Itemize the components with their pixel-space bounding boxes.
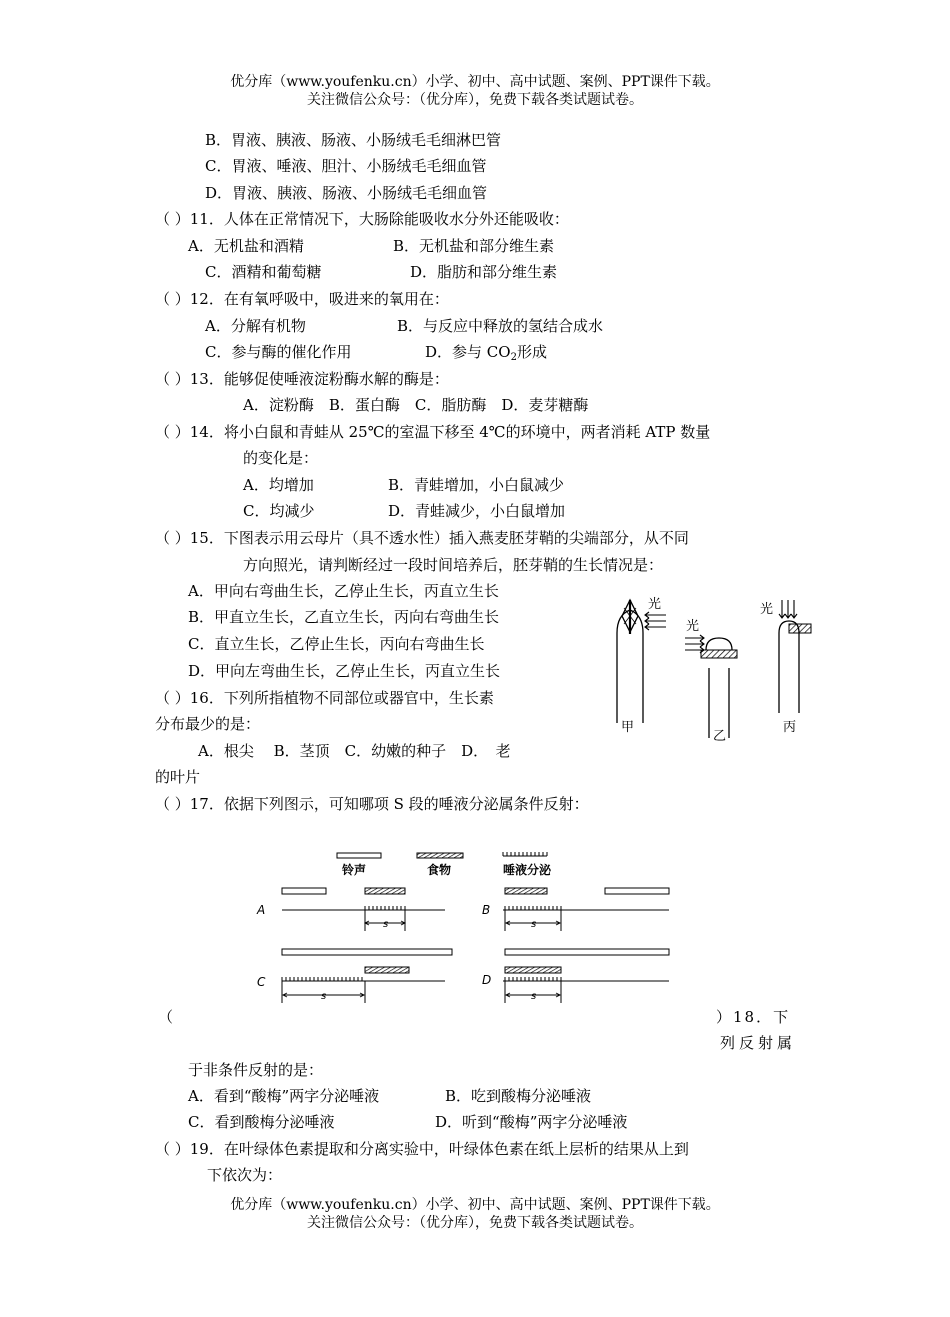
q18-stem-cont: 列反射属: [720, 1034, 797, 1052]
q14-stem-cont: 的变化是：: [243, 449, 319, 467]
q18-paren: （: [158, 1008, 174, 1026]
coleoptile-jia: [617, 600, 643, 723]
light-label-jia: 光: [648, 597, 662, 612]
s-label-a: s: [383, 919, 389, 930]
q18-option-c: C．看到酸梅分泌唾液: [188, 1113, 335, 1131]
light-arrows-jia: [645, 612, 666, 630]
light-label-yi: 光: [686, 619, 700, 634]
q19-stem: （ ）19．在叶绿体色素提取和分离实验中，叶绿体色素在纸上层析的结果从上到: [155, 1140, 689, 1158]
q16-stem: （ ）16．下列所指植物不同部位或器官中，生长素: [155, 689, 494, 707]
q14-option-b: B．青蛙增加，小白鼠减少: [388, 476, 565, 494]
q12-option-d-post: 形成: [516, 343, 547, 361]
q11-option-d: D．脂肪和部分维生素: [410, 263, 558, 281]
panel-label-c: C: [257, 975, 266, 989]
q11-stem: （ ）11．人体在正常情况下，大肠除能吸收水分外还能吸收：: [155, 210, 569, 228]
s-label-d: s: [531, 991, 537, 1002]
q13-options: A．淀粉酶 B．蛋白酶 C．脂肪酶 D．麦芽糖酶: [243, 396, 589, 414]
q18-stem-cont2: 于非条件反射的是：: [188, 1061, 324, 1079]
legend-saliva-label: 唾液分泌: [503, 863, 552, 877]
q10-option-d: D．胃液、胰液、肠液、小肠绒毛毛细血管: [205, 184, 488, 202]
legend-bell-label: 铃声: [342, 863, 367, 877]
legend-saliva-bar: [503, 852, 547, 856]
q17-reflex-figure: [245, 843, 685, 1008]
legend-bell-bar: [337, 853, 381, 858]
panel-d: [503, 949, 669, 1003]
panel-label-b: B: [482, 903, 491, 917]
q18-option-a: A．看到“酸梅”两字分泌唾液: [188, 1087, 380, 1105]
q11-option-b: B．无机盐和部分维生素: [393, 237, 555, 255]
panel-c: [282, 949, 452, 1003]
q11-option-a: A．无机盐和酒精: [188, 237, 304, 255]
q14-option-d: D．青蛙减少，小白鼠增加: [388, 502, 566, 520]
q19-stem-cont: 下依次为：: [207, 1166, 283, 1184]
s-label-c: s: [321, 991, 327, 1002]
figure-label-jia: 甲: [621, 720, 635, 735]
s-label-b: s: [531, 919, 537, 930]
q17-stem: （ ）17．依据下列图示，可知哪项 S 段的唾液分泌属条件反射：: [155, 795, 589, 813]
q15-stem: （ ）15．下图表示用云母片（具不透水性）插入燕麦胚芽鞘的尖端部分，从不同: [155, 529, 689, 547]
q12-stem: （ ）12．在有氧呼吸中，吸进来的氧用在：: [155, 290, 449, 308]
figure-label-bing: 丙: [783, 720, 797, 735]
q16-options-tail: 的叶片: [155, 768, 201, 786]
coleoptile-bing: [779, 621, 811, 713]
panel-b: [503, 888, 669, 931]
q13-stem: （ ）13．能够促使唾液淀粉酶水解的酶是：: [155, 370, 449, 388]
q12-option-d-pre: D．参与 CO: [425, 343, 511, 361]
q14-option-a: A．均增加: [243, 476, 314, 494]
q18-stem: ）18．下: [716, 1008, 791, 1026]
q11-option-c: C．酒精和葡萄糖: [205, 263, 322, 281]
q18-option-d: D．听到“酸梅”两字分泌唾液: [435, 1113, 628, 1131]
panel-a: [282, 888, 445, 931]
q10-option-b: B．胃液、胰液、肠液、小肠绒毛毛细淋巴管: [205, 131, 502, 149]
panel-label-a: A: [257, 903, 266, 917]
q12-option-b: B．与反应中释放的氢结合成水: [397, 317, 604, 335]
light-arrows-bing: [779, 600, 797, 618]
q18-option-b: B．吃到酸梅分泌唾液: [445, 1087, 592, 1105]
q14-stem: （ ）14．将小白鼠和青蛙从 25℃的室温下移至 4℃的环境中，两者消耗 ATP 数量: [155, 423, 711, 441]
q12-option-c: C．参与酶的催化作用: [205, 343, 352, 361]
q15-coleoptile-figure: [600, 588, 825, 743]
light-arrows-yi: [685, 635, 704, 653]
q10-option-c: C．胃液、唾液、胆汁、小肠绒毛毛细血管: [205, 157, 487, 175]
panel-label-d: D: [482, 973, 492, 987]
light-label-bing: 光: [760, 602, 774, 617]
q15-option-c: C．直立生长，乙停止生长，丙向右弯曲生长: [188, 635, 485, 653]
q16-stem-cont: 分布最少的是：: [155, 715, 261, 733]
q15-option-b: B．甲直立生长，乙直立生长，丙向右弯曲生长: [188, 608, 500, 626]
q12-option-d-sub: 2: [510, 352, 517, 363]
q16-options: A．根尖 B．茎顶 C．幼嫩的种子 D． 老: [198, 742, 511, 760]
header-line-1: 优分库（www.youfenku.cn）小学、初中、高中试题、案例、PPT课件下载。: [230, 74, 720, 90]
legend-food-bar: [417, 853, 463, 858]
header-line-2: 关注微信公众号：（优分库），免费下载各类试题试卷。: [307, 92, 643, 108]
footer-line-1: 优分库（www.youfenku.cn）小学、初中、高中试题、案例、PPT课件下载。: [230, 1197, 720, 1213]
q14-option-c: C．均减少: [243, 502, 315, 520]
figure-label-yi: 乙: [713, 729, 727, 743]
legend-food-label: 食物: [427, 863, 452, 877]
q12-option-d: [425, 343, 547, 367]
q15-stem-cont: 方向照光，请判断经过一段时间培养后，胚芽鞘的生长情况是：: [243, 556, 664, 574]
footer-line-2: 关注微信公众号：（优分库），免费下载各类试题试卷。: [307, 1215, 643, 1231]
q12-option-a: A．分解有机物: [205, 317, 306, 335]
q15-option-d: D．甲向左弯曲生长，乙停止生长，丙直立生长: [188, 662, 501, 680]
coleoptile-yi: [701, 638, 737, 738]
q15-option-a: A．甲向右弯曲生长，乙停止生长，丙直立生长: [188, 582, 499, 600]
